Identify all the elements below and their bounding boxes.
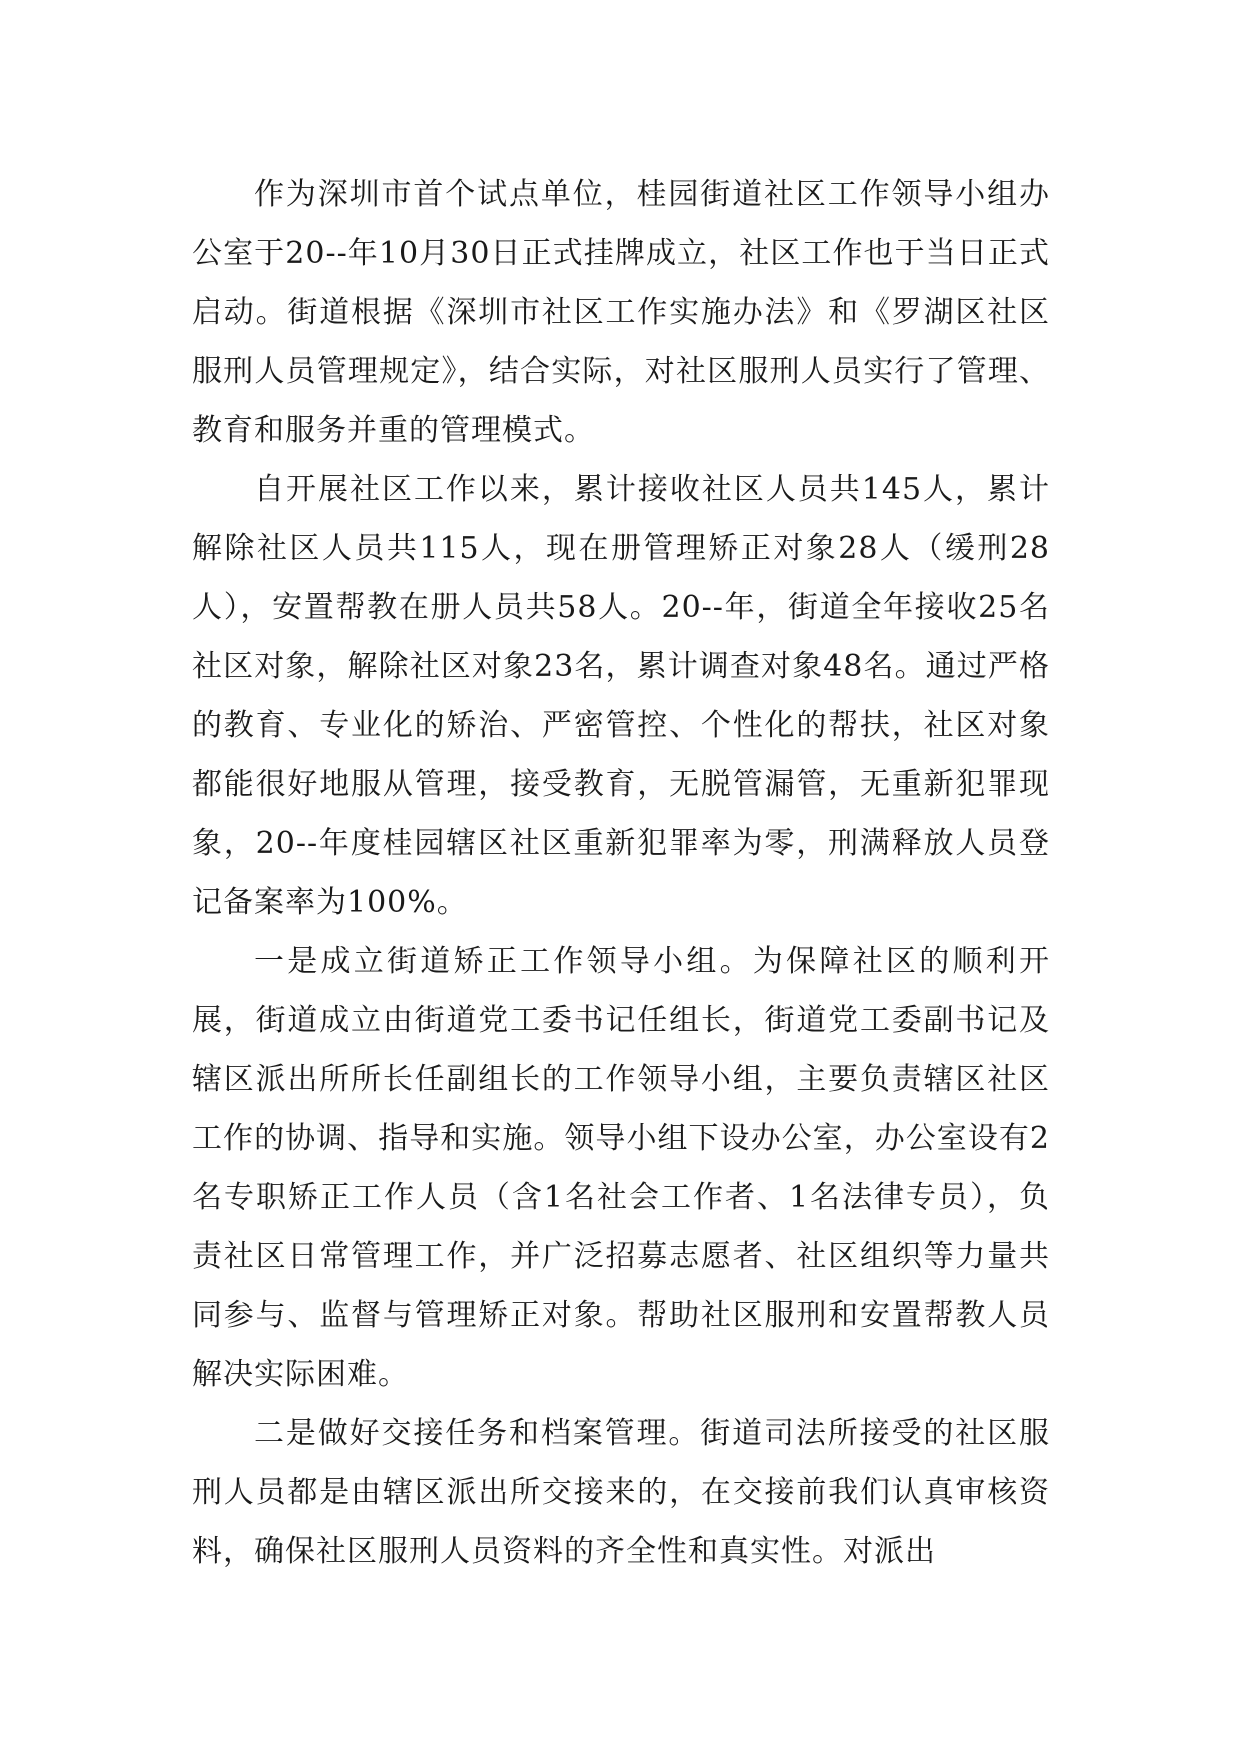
- paragraph-1: 作为深圳市首个试点单位，桂园街道社区工作领导小组办公室于20--年10月30日正式挂牌成立，社区工作也于当日正式启动。街道根据《深圳市社区工作实施办法》和《罗湖区社区服刑人员管理规定》，结合实际，对社区服刑人员实行了管理、教育和服务并重的管理模式。: [192, 177, 1050, 448]
- paragraph-3: 一是成立街道矫正工作领导小组。为保障社区的顺利开展，街道成立由街道党工委书记任组长，街道党工委副书记及辖区派出所所长任副组长的工作领导小组，主要负责辖区社区工作的协调、指导和实施。领导小组下设办公室，办公室设有2名专职矫正工作人员（含1名社会工作者、1名法律专员），负责社区日常管理工作，并广泛招募志愿者、社区组织等力量共同参与、监督与管理矫正对象。帮助社区服刑和安置帮教人员解决实际困难。: [192, 944, 1050, 1392]
- document-body: [192, 165, 1050, 1581]
- paragraph-2: 自开展社区工作以来，累计接收社区人员共145人，累计解除社区人员共115人，现在册管理矫正对象28人（缓刑28人），安置帮教在册人员共58人。20--年，街道全年接收25名社区对象，解除社区对象23名，累计调查对象48名。通过严格的教育、专业化的矫治、严密管控、个性化的帮扶，社区对象都能很好地服从管理，接受教育，无脱管漏管，无重新犯罪现象，20--年度桂园辖区社区重新犯罪率为零，刑满释放人员登记备案率为100%。: [192, 472, 1050, 920]
- paragraph-4: 二是做好交接任务和档案管理。街道司法所接受的社区服刑人员都是由辖区派出所交接来的，在交接前我们认真审核资料，确保社区服刑人员资料的齐全性和真实性。对派出: [192, 1416, 1050, 1569]
